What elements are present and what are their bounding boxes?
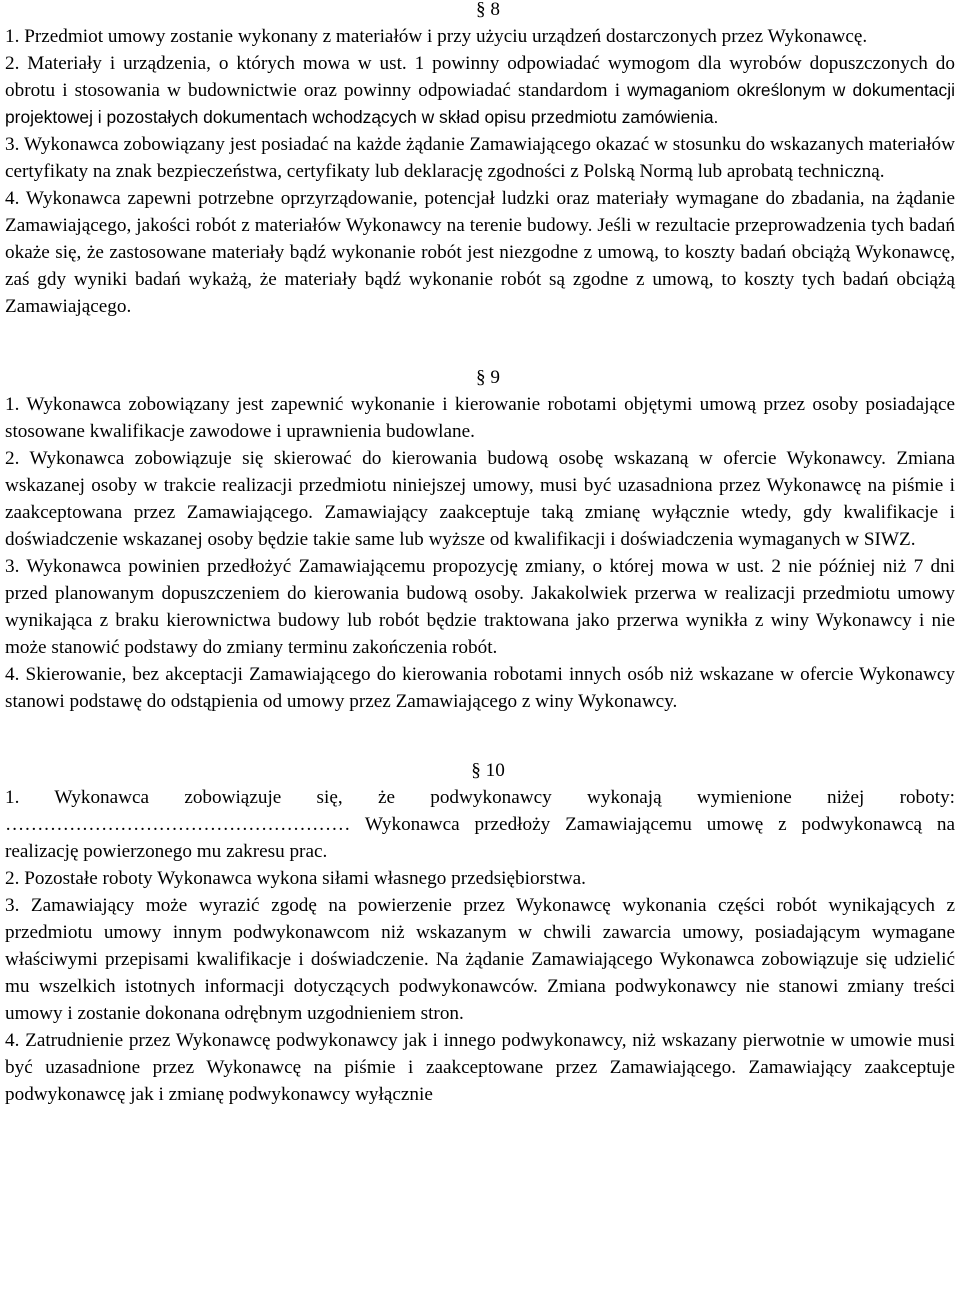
section-9-paragraph-1: 1. Wykonawca zobowiązany jest zapewnić wykonanie i kierowanie robotami objętymi umową przez osoby posiadające stosowane kwalifikacje zawodowe i uprawnienia budowlane. [5,394,955,442]
section-8-paragraph-4: 4. Wykonawca zapewni potrzebne oprzyrządowanie, potencjał ludzki oraz materiały wymagane do zbadania, na żądanie Zamawiającego, jakości robót z materiałów Wykonawcy na terenie budowy. Jeśli w rezultacie przeprowadzenia tych badań okaże się, że zastosowane materiały bądź wykonanie robót jest niezgodne z umową, to koszty badań obciążą Wykonawcę, zaś gdy wyniki badań wykażą, że materiały bądź wykonanie robót są zgodne z umową, to koszty tych badań obciążą Zamawiającego. [5,188,955,317]
section-8-paragraph-2-continuation: wymaganiom określonym w dokumentacji projektowej i pozostałych dokumentach wchodzących w skład opisu przedmiotu zamówienia. [5,80,955,127]
section-9-heading: § 9 [476,367,500,388]
section-8-paragraph-1: 1. Przedmiot umowy zostanie wykonany z materiałów i przy użyciu urządzeń dostarczonych przez Wykonawcę. [5,26,868,47]
section-8-heading: § 8 [476,0,500,20]
section-10-paragraph-2: 2. Pozostałe roboty Wykonawca wykona siłami własnego przedsiębiorstwa. [5,868,586,889]
section-gap [5,715,955,757]
section-gap [5,320,955,364]
section-8-paragraph-2-text: 2. Materiały i urządzenia, o których mowa w ust. 1 powinny odpowiadać wymogom dla wyrobów dopuszczonych do obrotu i stosowania w budownictwie oraz powinny odpowiadać standardom i [5,53,955,101]
section-10-paragraph-1: 1. Wykonawca zobowiązuje się, że podwykonawcy wykonają wymienione niżej roboty: ……………………………………………… Wykonawca przedłoży Zamawiającemu umowę z podwykonawcą na realizację powierzonego mu zakresu prac. [5,787,955,862]
section-9-paragraph-4: 4. Skierowanie, bez akceptacji Zamawiającego do kierowania robotami innych osób niż wskazane w ofercie Wykonawcy stanowi podstawę do odstąpienia od umowy przez Zamawiającego z winy Wykonawcy. [5,664,955,712]
section-8-paragraph-3: 3. Wykonawca zobowiązany jest posiadać na każde żądanie Zamawiającego okazać w stosunku do wskazanych materiałów certyfikaty na znak bezpieczeństwa, certyfikaty lub deklarację zgodności z Polską Normą lub aprobatą techniczną. [5,134,955,182]
section-10-heading: § 10 [471,760,505,781]
section-10-paragraph-4: 4. Zatrudnienie przez Wykonawcę podwykonawcy jak i innego podwykonawcy, niż wskazany pierwotnie w umowie musi być uzasadnione przez Wykonawcę na piśmie i zaakceptowane przez Zamawiającego. Zamawiający zaakceptuje podwykonawcę jak i zmianę podwykonawcy wyłącznie [5,1030,955,1105]
section-10-paragraph-3: 3. Zamawiający może wyrazić zgodę na powierzenie przez Wykonawcę wykonania części robót wynikających z przedmiotu umowy innym podwykonawcom niż wskazanym w chwili zawarcia umowy, posiadającym wymagane właściwymi przepisami kwalifikacje i doświadczenie. Na żądanie Zamawiającego Wykonawca zobowiązuje się udzielić mu wszelkich istotnych informacji dotyczących podwykonawców. Zmiana podwykonawcy nie stanowi zmiany treści umowy i zostanie dokonana odrębnym uzgodnieniem stron. [5,895,955,1024]
section-9-paragraph-3: 3. Wykonawca powinien przedłożyć Zamawiającemu propozycję zmiany, o której mowa w ust. 2 nie później niż 7 dni przed planowanym dopuszczeniem do kierowania budową osoby. Jakakolwiek przerwa w realizacji przedmiotu umowy wynikająca z braku kierownictwa budowy lub robót będzie traktowana jako przerwa wynikła z winy Wykonawcy i nie może stanowić podstawy do zmiany terminu zakończenia robót. [5,556,955,658]
section-9-paragraph-2: 2. Wykonawca zobowiązuje się skierować do kierowania budową osobę wskazaną w ofercie Wykonawcy. Zmiana wskazanej osoby w trakcie realizacji przedmiotu niniejszej umowy, musi być uzasadniona przez Wykonawcę na piśmie i zaakceptowana przez Zamawiającego. Zamawiający zaakceptuje taką zmianę wyłącznie wtedy, gdy kwalifikacje i doświadczenie wskazanej osoby będzie takie same lub wyższe od kwalifikacji i doświadczenia wymaganych w SIWZ. [5,448,955,550]
section-8-paragraph-2 [5,50,955,131]
